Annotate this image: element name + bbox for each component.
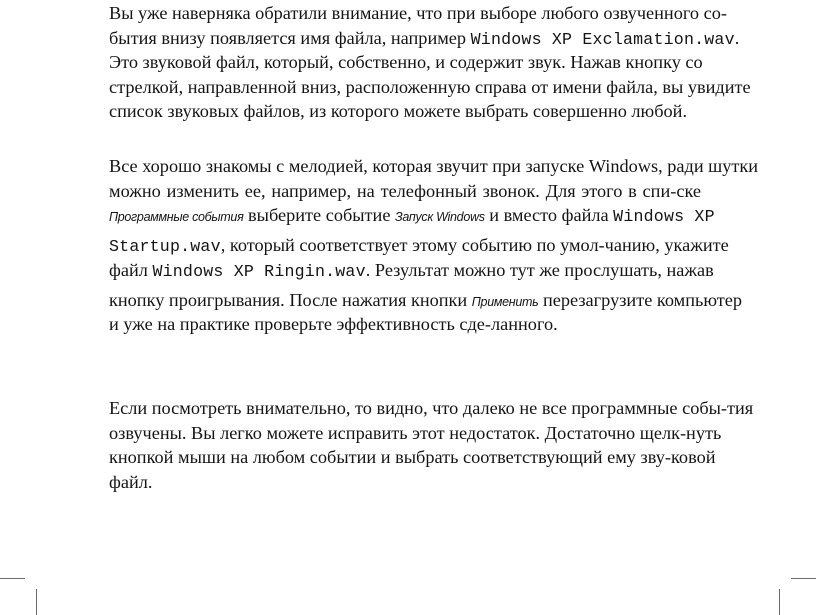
- text-line: файл.: [109, 471, 153, 492]
- text-line: можно изменить ее, например, на телефонный звонок. Для этого в спи-ске: [109, 180, 701, 201]
- text-fragment: кнопку проигрывания. После нажатия кнопки: [109, 289, 472, 310]
- text-line: [109, 258, 714, 288]
- text-line: Все хорошо знакомы с мелодией, которая звучит при запуске Windows, ради шутки: [109, 156, 759, 176]
- ui-label-apply: Применить: [471, 294, 539, 309]
- paragraph-sound-selection: [109, 1, 751, 124]
- text-line: Вы уже наверняка обратили внимание, что при выборе любого озвученного со-: [109, 3, 727, 23]
- filename-startup-part2: Startup.wav: [109, 237, 221, 257]
- text-fragment: , который соответствует этому событию по умол-чанию, укажите: [220, 235, 729, 256]
- text-line: [109, 203, 715, 233]
- text-fragment: .: [734, 27, 740, 48]
- text-line: [109, 288, 742, 313]
- text-line: список звуковых файлов, из которого можете выбрать совершенно любой.: [109, 101, 688, 122]
- filename-startup-part1: Windows XP: [613, 207, 715, 227]
- paragraph-unvoiced-events: [109, 396, 754, 494]
- text-fragment: и вместо файла: [484, 205, 614, 226]
- crop-mark-right-horizontal: [791, 578, 816, 579]
- text-line: стрелкой, направленной вниз, расположенную справа от имени файла, вы увидите: [109, 76, 751, 97]
- filename-ringin: Windows XP Ringin.wav: [152, 261, 366, 281]
- text-line: и уже на практике проверьте эффективность сде-ланного.: [109, 314, 558, 335]
- text-fragment: файл: [109, 259, 153, 280]
- ui-label-program-events: Программные события: [109, 210, 244, 225]
- ui-label-windows-startup: Запуск Windows: [395, 210, 485, 225]
- text-line: [109, 233, 729, 258]
- crop-mark-left-vertical: [36, 589, 37, 615]
- text-fragment: выберите событие: [243, 205, 396, 226]
- text-line: Если посмотреть внимательно, то видно, что далеко не все программные собы-тия: [109, 398, 754, 418]
- crop-mark-left-horizontal: [0, 578, 25, 579]
- filename-exclamation: Windows XP Exclamation.wav: [470, 29, 735, 49]
- text-fragment: бытия внизу появляется имя файла, например: [109, 27, 471, 48]
- text-line: кнопкой мыши на любом событии и выбрать соответствующий ему зву-ковой: [109, 447, 716, 468]
- text-line: озвучены. Вы легко можете исправить этот недостаток. Достаточно щелк-нуть: [109, 422, 722, 443]
- crop-mark-right-vertical: [779, 589, 780, 615]
- paragraph-startup-sound: [109, 154, 759, 337]
- text-line: [109, 26, 740, 51]
- text-line: Это звуковой файл, который, собственно, и содержит звук. Нажав кнопку со: [109, 52, 703, 73]
- text-fragment: перезагрузите компьютер: [538, 289, 742, 310]
- text-fragment: . Результат можно тут же прослушать, нажав: [365, 259, 714, 280]
